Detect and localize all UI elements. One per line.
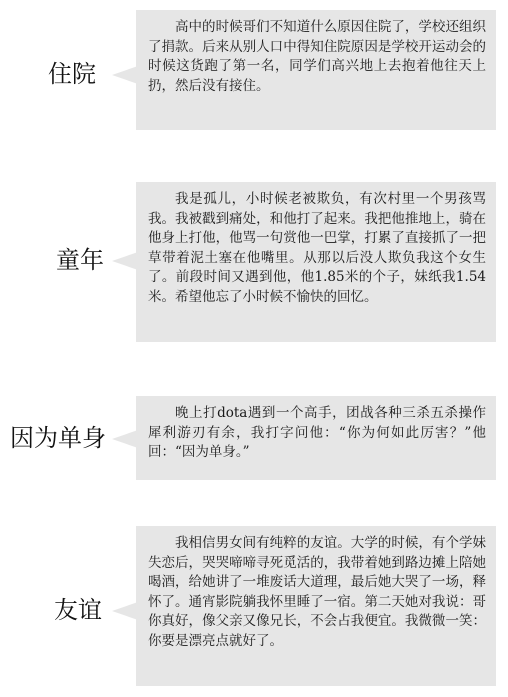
bubble-pointer xyxy=(112,430,138,448)
story-title: 住院 xyxy=(48,60,96,88)
bubble-pointer xyxy=(112,66,138,84)
bubble-pointer xyxy=(112,602,138,620)
story-text: 高中的时候哥们不知道什么原因住院了，学校还组织了捐款。后来从别人口中得知住院原因是学校开运动会的时候这货跑了第一名，同学们高兴地上去抱着他往天上扔，然后没有接住。 xyxy=(148,19,486,94)
story-text: 我是孤儿，小时候老被欺负，有次村里一个男孩骂我。我被戳到痛处，和他打了起来。我把他推地上，骑在他身上打他，他骂一句赏他一巴掌，打累了直接抓了一把草带着泥土塞在他嘴里。从那以后没人欺负我这个女生了。前段时间又遇到他，他1.85米的个子，妹纸我1.54米。希望他忘了小时候不愉快的回忆。 xyxy=(148,191,486,305)
story-bubble xyxy=(136,396,496,480)
story-title: 童年 xyxy=(56,246,104,274)
story-bubble xyxy=(136,10,496,130)
story-title: 友谊 xyxy=(54,596,102,624)
bubble-pointer xyxy=(112,252,138,270)
story-bubble xyxy=(136,182,496,342)
story-title: 因为单身 xyxy=(10,424,106,452)
story-text: 晚上打dota遇到一个高手，团战各种三杀五杀操作犀利游刃有余，我打字问他：“你为何如此厉害？”他回：“因为单身。” xyxy=(148,405,486,460)
story-text: 我相信男女间有纯粹的友谊。大学的时候，有个学妹失恋后，哭哭啼啼寻死觅活的，我带着她到路边摊上陪她喝酒，给她讲了一堆废话大道理，最后她大哭了一场，释怀了。通宵影院躺我怀里睡了一宿。第二天她对我说：哥你真好，像父亲又像兄长，不会占我便宜。我微微一笑：你要是漂亮点就好了。 xyxy=(148,535,486,649)
story-bubble xyxy=(136,526,496,686)
